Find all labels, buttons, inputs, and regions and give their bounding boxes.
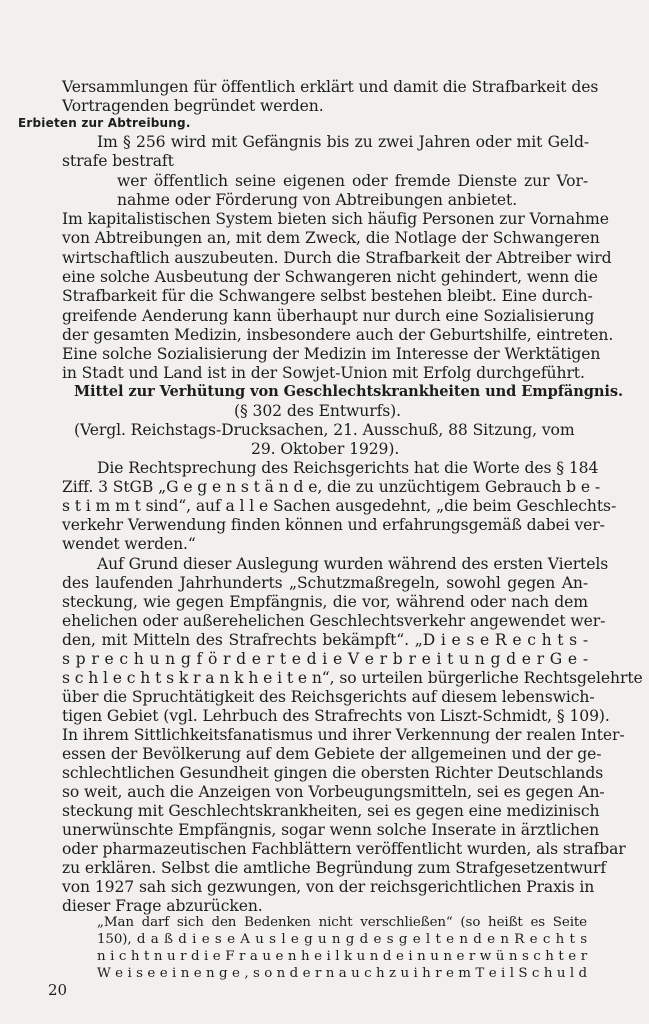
text-line: In ihrem Sittlichkeitsfanatismus und ihrer Verkennung der realen Inter- [62,726,625,744]
text-line: s c h l e c h t s k r a n k h e i t e n“, so urteilen bürgerliche Rechtsgelehrte [62,669,643,687]
text-line: oder pharmazeutischen Fachblättern veröffentlicht wurden, als strafbar [62,840,626,858]
text-line: Eine solche Sozialisierung der Medizin im Interesse der Werktätigen [62,345,601,363]
text-line: dieser Frage abzurücken. [62,897,263,915]
text-line: greifende Aenderung kann überhaupt nur durch eine Sozialisierung [62,307,595,325]
text-line: Auf Grund dieser Auslegung wurden während des ersten Viertels [97,555,609,573]
text-line: verkehr Verwendung finden können und erfahrungsgemäß dabei ver- [62,516,605,534]
text-line: Strafbarkeit für die Schwangere selbst bestehen bleibt. Eine durch- [62,287,593,305]
section-heading: Mittel zur Verhütung von Geschlechtskrankheiten und Empfängnis. [74,383,623,400]
text-line: über die Spruchtätigkeit des Reichsgerichts auf diesem lebenswich- [62,688,595,706]
quote-line: nahme oder Förderung von Abtreibungen anbietet. [117,191,518,209]
margin-heading: Erbieten zur Abtreibung. [18,116,191,130]
text-line: schlechtlichen Gesundheit gingen die obersten Richter Deutschlands [62,764,604,782]
text-line: essen der Bevölkerung auf dem Gebiete der allgemeinen und der ge- [62,745,602,763]
text-line: Im § 256 wird mit Gefängnis bis zu zwei Jahren oder mit Geld- [97,133,589,151]
reference-line: 29. Oktober 1929). [251,440,400,458]
section-subheading: (§ 302 des Entwurfs). [234,402,401,420]
text-line: Die Rechtsprechung des Reichsgerichts hat die Worte des § 184 [97,459,599,477]
text-line: wirtschaftlich auszubeuten. Durch die Strafbarkeit der Abtreiber wird [62,249,612,267]
text-line: tigen Gebiet (vgl. Lehrbuch des Strafrechts von Liszt-Schmidt, § 109). [62,707,610,725]
text-line: Ziff. 3 StGB „G e g e n s t ä n d e, die zu unzüchtigem Gebrauch b e - [62,478,601,496]
quote-line: n i c h t n u r d i e F r a u e n h e i l k u n d e i n u n e r w ü n s c h t e r [97,949,587,964]
text-line: zu erklären. Selbst die amtliche Begründung zum Strafgesetzentwurf [62,859,606,877]
text-line: Vortragenden begründet werden. [62,97,324,115]
quote-line: „Man darf sich den Bedenken nicht verschließen“ (so heißt es Seite [97,915,587,930]
text-line: in Stadt und Land ist in der Sowjet-Union mit Erfolg durchgeführt. [62,364,585,382]
text-line: eine solche Ausbeutung der Schwangeren nicht gehindert, wenn die [62,268,598,286]
text-line: von Abtreibungen an, mit dem Zweck, die Notlage der Schwangeren [62,229,600,247]
text-line: unerwünschte Empfängnis, sogar wenn solche Inserate in ärztlichen [62,821,600,839]
text-line: der gesamten Medizin, insbesondere auch der Geburtshilfe, eintreten. [62,326,614,344]
reference-line: (Vergl. Reichstags-Drucksachen, 21. Ausschuß, 88 Sitzung, vom [74,421,575,439]
text-line: steckung, wie gegen Empfängnis, die vor, während oder nach dem [62,593,588,611]
quote-line: W e i s e e i n e n g e , s o n d e r n a u c h z u i h r e m T e i l S c h u l d [97,966,587,981]
text-line: wendet werden.“ [62,535,196,553]
quote-line: 150), d a ß d i e s e A u s l e g u n g d e s g e l t e n d e n R e c h t s [97,932,587,947]
text-line: s p r e c h u n g f ö r d e r t e d i e V e r b r e i t u n g d e r G e - [62,650,588,668]
text-line: steckung mit Geschlechtskrankheiten, sei es gegen eine medizinisch [62,802,600,820]
text-line: des laufenden Jahrhunderts „Schutzmaßregeln, sowohl gegen An- [62,574,588,592]
text-line: den, mit Mitteln des Strafrechts bekämpft“. „D i e s e R e c h t s - [62,631,588,649]
text-line: s t i m m t sind“, auf a l l e Sachen ausgedehnt, „die beim Geschlechts- [62,497,617,515]
text-line: so weit, auch die Anzeigen von Vorbeugungsmitteln, sei es gegen An- [62,783,605,801]
text-line: ehelichen oder außerehelichen Geschlechtsverkehr angewendet wer- [62,612,606,630]
text-line: Im kapitalistischen System bieten sich häufig Personen zur Vornahme [62,210,609,228]
text-line: von 1927 sah sich gezwungen, von der reichsgerichtlichen Praxis in [62,878,595,896]
quote-line: wer öffentlich seine eigenen oder fremde Dienste zur Vor- [117,172,588,190]
text-line: strafe bestraft [62,152,174,170]
page-number: 20 [48,981,67,999]
text-line: Versammlungen für öffentlich erklärt und damit die Strafbarkeit des [62,78,599,96]
